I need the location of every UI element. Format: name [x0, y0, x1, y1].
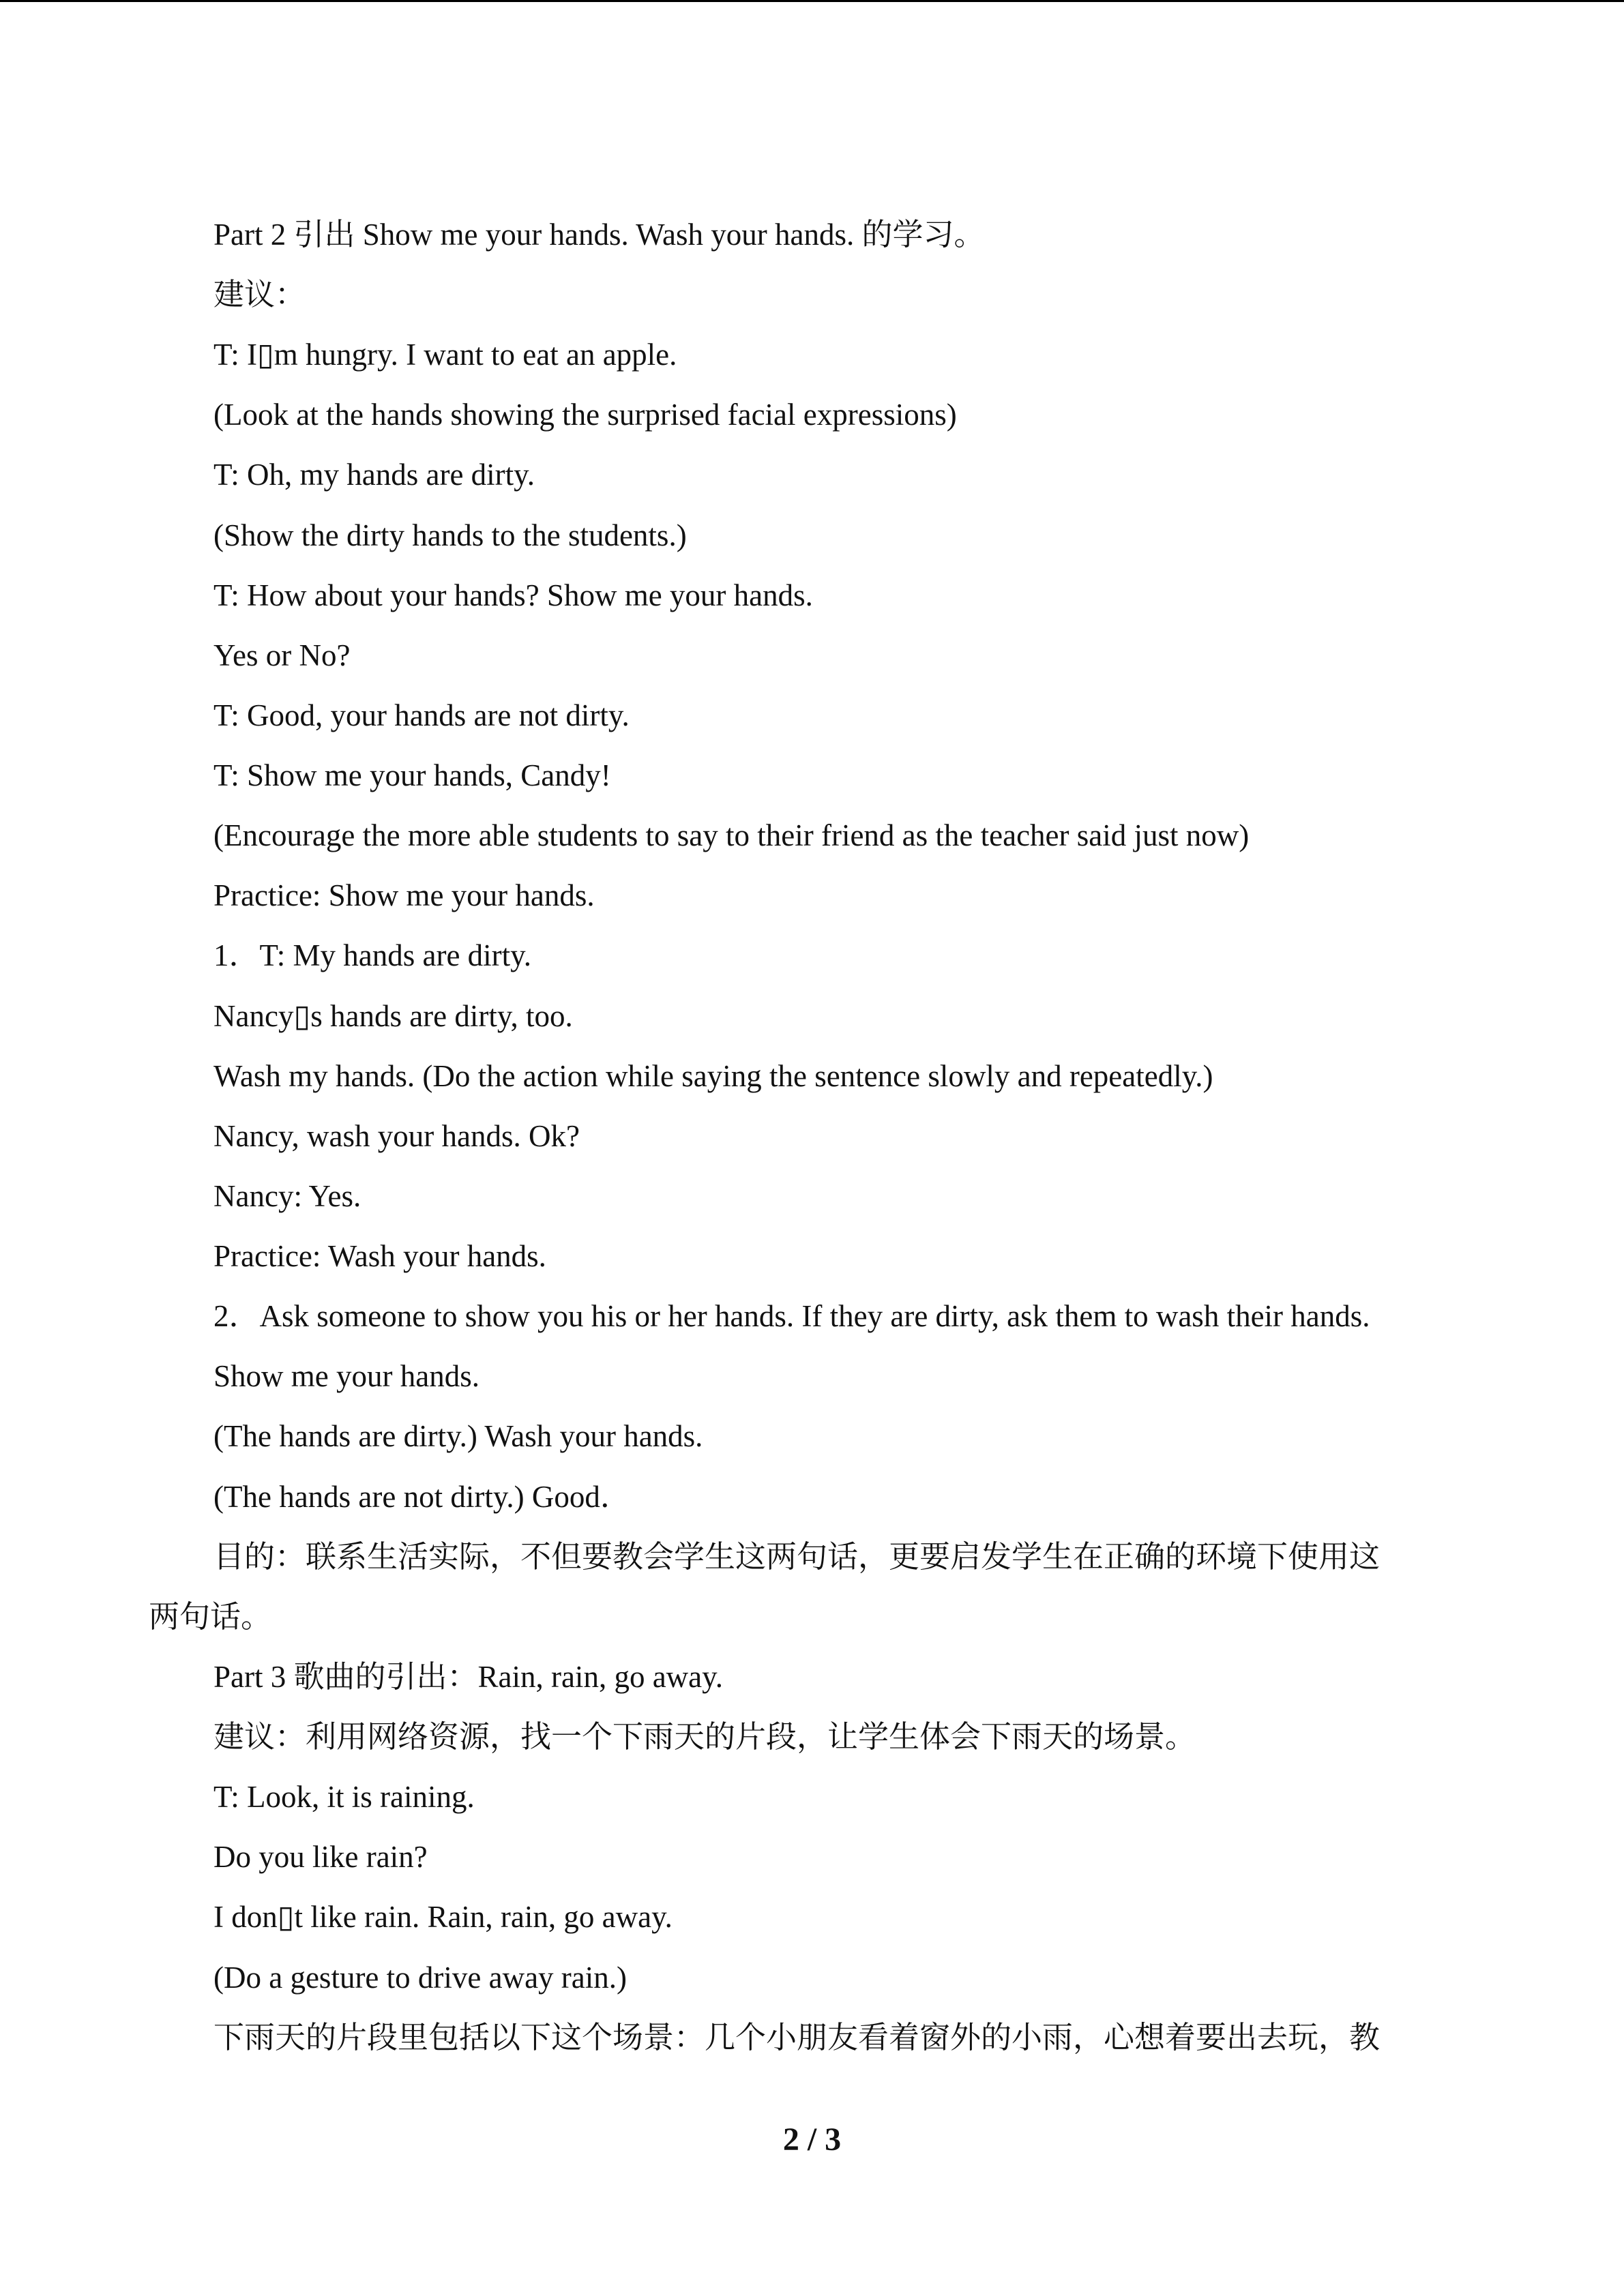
text-line: (Look at the hands showing the surprised facial expressions) [213, 398, 957, 432]
text-line: Nancy▯s hands are dirty, too. [213, 999, 573, 1033]
text-line: T: Show me your hands, Candy! [213, 758, 611, 792]
text-line: 下雨天的片段里包括以下这个场景：几个小朋友看着窗外的小雨，心想着要出去玩，教 [213, 2021, 1381, 2055]
part2-heading: Part 2 引出 Show me your hands. Wash your hands. 的学习。 [213, 218, 985, 252]
text-line: (The hands are dirty.) Wash your hands. [213, 1419, 703, 1453]
purpose-paragraph: 目的：联系生活实际，不但要教会学生这两句话，更要启发学生在正确的环境下使用这 [213, 1540, 1381, 1574]
text-line: I don▯t like rain. Rain, rain, go away. [213, 1900, 673, 1934]
text-line: T: Oh, my hands are dirty. [213, 458, 535, 492]
text-line: Practice: Show me your hands. [213, 878, 595, 912]
purpose-paragraph-continued: 两句话。 [149, 1600, 272, 1634]
text-line: Yes or No? [213, 638, 351, 672]
text-line: T: Good, your hands are not dirty. [213, 698, 630, 732]
text-line: Do you like rain? [213, 1840, 428, 1874]
text-line: Nancy: Yes. [213, 1179, 361, 1213]
text-line: T: How about your hands? Show me your hands. [213, 578, 813, 612]
suggestion-line: 建议：利用网络资源，找一个下雨天的片段，让学生体会下雨天的场景。 [213, 1720, 1196, 1754]
part3-heading: Part 3 歌曲的引出：Rain, rain, go away. [213, 1660, 723, 1694]
text-line: (The hands are not dirty.) Good． [213, 1480, 631, 1514]
text-line: (Encourage the more able students to say to their friend as the teacher said just now) [213, 818, 1250, 852]
text-line: Nancy, wash your hands. Ok? [213, 1119, 580, 1153]
text-line: 2．Ask someone to show you his or her hands. If they are dirty, ask them to wash their hands. [213, 1299, 1370, 1333]
text-line: Practice: Wash your hands. [213, 1239, 546, 1273]
text-line: T: Look, it is raining. [213, 1780, 475, 1814]
text-line: Show me your hands. [213, 1359, 479, 1393]
page-number: 2 / 3 [782, 2121, 842, 2158]
text-line: Wash my hands. (Do the action while saying the sentence slowly and repeatedly.) [213, 1059, 1213, 1093]
suggestion-label: 建议： [213, 278, 306, 312]
text-line: (Do a gesture to drive away rain.) [213, 1960, 628, 1995]
text-line: 1．T: My hands are dirty. [213, 938, 531, 972]
text-line: (Show the dirty hands to the students.) [213, 518, 687, 552]
text-line: T: I▯m hungry. I want to eat an apple. [213, 338, 677, 372]
